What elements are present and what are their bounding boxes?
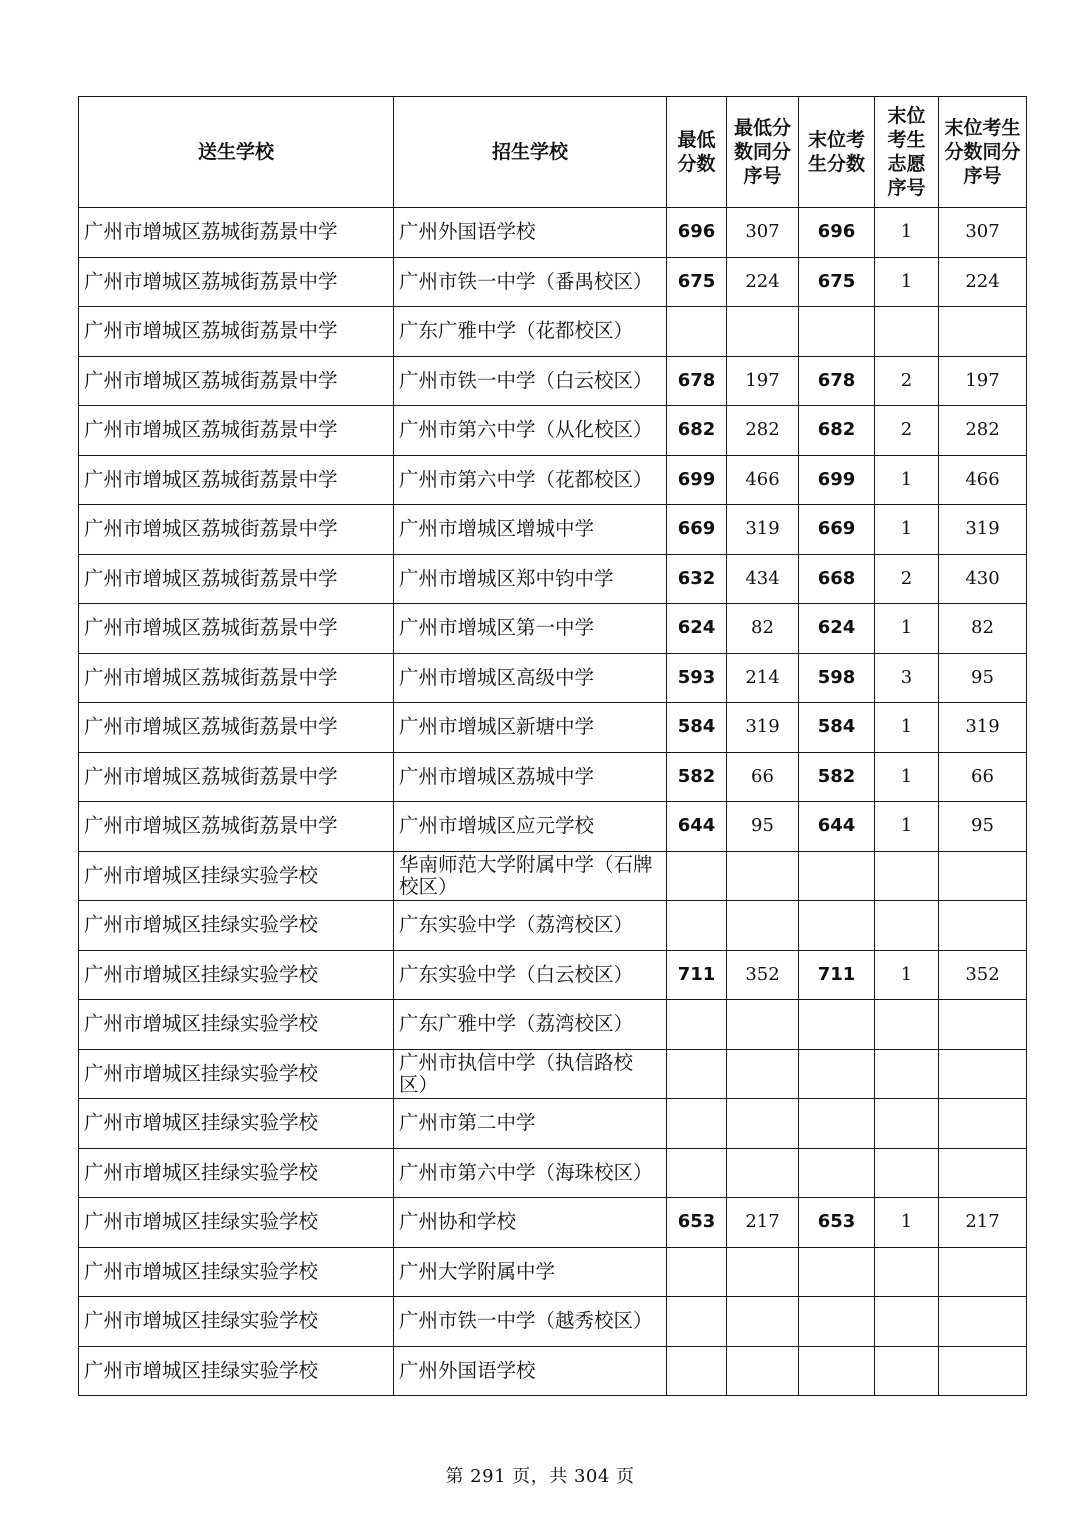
table-row: [79, 505, 1027, 555]
last-student-choice-rank-cell: [875, 1148, 939, 1198]
receiving-school-cell: 广州市增城区第一中学: [394, 604, 667, 654]
min-score-tie-rank-cell: [727, 1049, 799, 1099]
min-score-cell: [667, 1346, 727, 1396]
header-last-student-score: 末位考 生分数: [799, 97, 875, 208]
sending-school-cell: 广州市增城区荔城街荔景中学: [79, 554, 394, 604]
min-score-tie-rank-cell: 319: [727, 703, 799, 753]
sending-school-cell: 广州市增城区挂绿实验学校: [79, 1198, 394, 1248]
min-score-cell: 653: [667, 1198, 727, 1248]
table-row: [79, 1148, 1027, 1198]
last-student-choice-rank-cell: 3: [875, 653, 939, 703]
last-student-choice-rank-cell: [875, 901, 939, 951]
receiving-school-cell: 广州市铁一中学（越秀校区）: [394, 1297, 667, 1347]
min-score-tie-rank-cell: 217: [727, 1198, 799, 1248]
receiving-school-cell: 广州市增城区高级中学: [394, 653, 667, 703]
min-score-tie-rank-cell: [727, 1247, 799, 1297]
table-row: [79, 1099, 1027, 1149]
last-student-choice-rank-cell: 1: [875, 604, 939, 654]
min-score-tie-rank-cell: 214: [727, 653, 799, 703]
sending-school-cell: 广州市增城区荔城街荔景中学: [79, 257, 394, 307]
last-student-tie-rank-cell: [939, 307, 1027, 357]
sending-school-cell: 广州市增城区挂绿实验学校: [79, 1346, 394, 1396]
last-student-choice-rank-cell: [875, 307, 939, 357]
last-student-tie-rank-cell: [939, 1247, 1027, 1297]
last-student-tie-rank-cell: [939, 1148, 1027, 1198]
table-row: [79, 356, 1027, 406]
min-score-cell: [667, 1148, 727, 1198]
table-row: [79, 1198, 1027, 1248]
receiving-school-cell: 广州协和学校: [394, 1198, 667, 1248]
receiving-school-cell: 广州市增城区郑中钧中学: [394, 554, 667, 604]
sending-school-cell: 广州市增城区荔城街荔景中学: [79, 307, 394, 357]
receiving-school-cell: 广东广雅中学（花都校区）: [394, 307, 667, 357]
min-score-cell: 593: [667, 653, 727, 703]
sending-school-cell: 广州市增城区挂绿实验学校: [79, 1297, 394, 1347]
table-row: [79, 257, 1027, 307]
table-row: [79, 1297, 1027, 1347]
min-score-tie-rank-cell: 224: [727, 257, 799, 307]
last-student-tie-rank-cell: 95: [939, 802, 1027, 852]
receiving-school-cell: 广州外国语学校: [394, 208, 667, 258]
last-student-tie-rank-cell: 319: [939, 505, 1027, 555]
header-receiving-school: 招生学校: [394, 97, 667, 208]
last-student-score-cell: 644: [799, 802, 875, 852]
min-score-cell: 669: [667, 505, 727, 555]
min-score-tie-rank-cell: 434: [727, 554, 799, 604]
last-student-score-cell: 598: [799, 653, 875, 703]
min-score-tie-rank-cell: 82: [727, 604, 799, 654]
receiving-school-cell: 广州市第六中学（海珠校区）: [394, 1148, 667, 1198]
table-row: [79, 851, 1027, 901]
table-row: [79, 208, 1027, 258]
table-row: [79, 1000, 1027, 1050]
last-student-choice-rank-cell: [875, 1049, 939, 1099]
min-score-tie-rank-cell: [727, 1000, 799, 1050]
min-score-tie-rank-cell: 307: [727, 208, 799, 258]
sending-school-cell: 广州市增城区挂绿实验学校: [79, 901, 394, 951]
table-row: [79, 752, 1027, 802]
last-student-choice-rank-cell: [875, 851, 939, 901]
last-student-tie-rank-cell: [939, 1000, 1027, 1050]
receiving-school-cell: 广东广雅中学（荔湾校区）: [394, 1000, 667, 1050]
last-student-score-cell: [799, 1297, 875, 1347]
last-student-tie-rank-cell: 282: [939, 406, 1027, 456]
last-student-score-cell: 624: [799, 604, 875, 654]
last-student-tie-rank-cell: 319: [939, 703, 1027, 753]
table-row: [79, 1247, 1027, 1297]
last-student-choice-rank-cell: [875, 1297, 939, 1347]
min-score-cell: [667, 1247, 727, 1297]
last-student-choice-rank-cell: [875, 1247, 939, 1297]
table-row: [79, 703, 1027, 753]
last-student-tie-rank-cell: [939, 1297, 1027, 1347]
last-student-score-cell: 696: [799, 208, 875, 258]
last-student-tie-rank-cell: 217: [939, 1198, 1027, 1248]
last-student-choice-rank-cell: 2: [875, 406, 939, 456]
last-student-score-cell: [799, 851, 875, 901]
last-student-score-cell: 584: [799, 703, 875, 753]
last-student-tie-rank-cell: 224: [939, 257, 1027, 307]
receiving-school-cell: 广东实验中学（荔湾校区）: [394, 901, 667, 951]
header-min-score-tie-rank: 最低分 数同分 序号: [727, 97, 799, 208]
table-row: [79, 653, 1027, 703]
min-score-tie-rank-cell: 352: [727, 950, 799, 1000]
receiving-school-cell: 广州大学附属中学: [394, 1247, 667, 1297]
receiving-school-cell: 广州市第六中学（从化校区）: [394, 406, 667, 456]
last-student-score-cell: 582: [799, 752, 875, 802]
last-student-score-cell: [799, 1148, 875, 1198]
receiving-school-cell: 广州市第六中学（花都校区）: [394, 455, 667, 505]
sending-school-cell: 广州市增城区荔城街荔景中学: [79, 406, 394, 456]
sending-school-cell: 广州市增城区挂绿实验学校: [79, 950, 394, 1000]
sending-school-cell: 广州市增城区荔城街荔景中学: [79, 653, 394, 703]
min-score-cell: 582: [667, 752, 727, 802]
sending-school-cell: 广州市增城区荔城街荔景中学: [79, 356, 394, 406]
sending-school-cell: 广州市增城区挂绿实验学校: [79, 1000, 394, 1050]
last-student-tie-rank-cell: 466: [939, 455, 1027, 505]
min-score-tie-rank-cell: 197: [727, 356, 799, 406]
last-student-tie-rank-cell: 352: [939, 950, 1027, 1000]
last-student-choice-rank-cell: 1: [875, 802, 939, 852]
receiving-school-cell: 广州市执信中学（执信路校区）: [394, 1049, 667, 1099]
last-student-choice-rank-cell: 1: [875, 505, 939, 555]
min-score-tie-rank-cell: [727, 1148, 799, 1198]
min-score-cell: [667, 307, 727, 357]
receiving-school-cell: 广州市增城区荔城中学: [394, 752, 667, 802]
table-row: [79, 455, 1027, 505]
last-student-choice-rank-cell: [875, 1099, 939, 1149]
min-score-cell: [667, 1099, 727, 1149]
receiving-school-cell: 广州市增城区增城中学: [394, 505, 667, 555]
last-student-choice-rank-cell: 1: [875, 1198, 939, 1248]
last-student-choice-rank-cell: 1: [875, 257, 939, 307]
last-student-score-cell: [799, 307, 875, 357]
sending-school-cell: 广州市增城区荔城街荔景中学: [79, 604, 394, 654]
last-student-tie-rank-cell: [939, 851, 1027, 901]
sending-school-cell: 广州市增城区荔城街荔景中学: [79, 752, 394, 802]
last-student-score-cell: [799, 1000, 875, 1050]
last-student-choice-rank-cell: [875, 1346, 939, 1396]
last-student-tie-rank-cell: [939, 901, 1027, 951]
sending-school-cell: 广州市增城区荔城街荔景中学: [79, 208, 394, 258]
sending-school-cell: 广州市增城区挂绿实验学校: [79, 851, 394, 901]
receiving-school-cell: 广州市铁一中学（番禺校区）: [394, 257, 667, 307]
last-student-tie-rank-cell: 95: [939, 653, 1027, 703]
table-row: [79, 604, 1027, 654]
min-score-cell: 624: [667, 604, 727, 654]
min-score-cell: [667, 851, 727, 901]
table-row: [79, 406, 1027, 456]
header-min-score: 最低 分数: [667, 97, 727, 208]
last-student-choice-rank-cell: 1: [875, 752, 939, 802]
table-row: [79, 950, 1027, 1000]
min-score-cell: [667, 901, 727, 951]
min-score-tie-rank-cell: 466: [727, 455, 799, 505]
last-student-choice-rank-cell: 2: [875, 554, 939, 604]
min-score-cell: 632: [667, 554, 727, 604]
min-score-cell: [667, 1297, 727, 1347]
last-student-tie-rank-cell: [939, 1049, 1027, 1099]
sending-school-cell: 广州市增城区荔城街荔景中学: [79, 703, 394, 753]
min-score-tie-rank-cell: [727, 1297, 799, 1347]
last-student-score-cell: 668: [799, 554, 875, 604]
last-student-tie-rank-cell: 66: [939, 752, 1027, 802]
sending-school-cell: 广州市增城区挂绿实验学校: [79, 1148, 394, 1198]
last-student-choice-rank-cell: 1: [875, 950, 939, 1000]
page-number-footer: 第 291 页，共 304 页: [445, 1466, 635, 1487]
min-score-tie-rank-cell: 66: [727, 752, 799, 802]
table-body: [79, 208, 1027, 1396]
sending-school-cell: 广州市增城区挂绿实验学校: [79, 1049, 394, 1099]
last-student-choice-rank-cell: 2: [875, 356, 939, 406]
sending-school-cell: 广州市增城区荔城街荔景中学: [79, 455, 394, 505]
min-score-tie-rank-cell: 282: [727, 406, 799, 456]
last-student-score-cell: [799, 1346, 875, 1396]
table-row: [79, 554, 1027, 604]
last-student-tie-rank-cell: [939, 1346, 1027, 1396]
last-student-score-cell: 711: [799, 950, 875, 1000]
last-student-score-cell: 675: [799, 257, 875, 307]
sending-school-cell: 广州市增城区荔城街荔景中学: [79, 505, 394, 555]
min-score-tie-rank-cell: [727, 307, 799, 357]
header-sending-school: 送生学校: [79, 97, 394, 208]
min-score-tie-rank-cell: [727, 851, 799, 901]
last-student-choice-rank-cell: 1: [875, 455, 939, 505]
min-score-tie-rank-cell: [727, 1346, 799, 1396]
sending-school-cell: 广州市增城区荔城街荔景中学: [79, 802, 394, 852]
last-student-score-cell: 682: [799, 406, 875, 456]
min-score-cell: 711: [667, 950, 727, 1000]
admission-table-container: [78, 96, 1027, 1396]
header-last-student-tie-rank: 末位考生 分数同分 序号: [939, 97, 1027, 208]
receiving-school-cell: 广州市铁一中学（白云校区）: [394, 356, 667, 406]
last-student-tie-rank-cell: 307: [939, 208, 1027, 258]
sending-school-cell: 广州市增城区挂绿实验学校: [79, 1099, 394, 1149]
admission-score-table: [78, 96, 1027, 1396]
last-student-score-cell: 699: [799, 455, 875, 505]
min-score-cell: [667, 1000, 727, 1050]
min-score-cell: [667, 1049, 727, 1099]
receiving-school-cell: 广州外国语学校: [394, 1346, 667, 1396]
last-student-tie-rank-cell: 430: [939, 554, 1027, 604]
receiving-school-cell: 广州市增城区应元学校: [394, 802, 667, 852]
receiving-school-cell: 广州市第二中学: [394, 1099, 667, 1149]
last-student-score-cell: 669: [799, 505, 875, 555]
min-score-cell: 699: [667, 455, 727, 505]
min-score-cell: 682: [667, 406, 727, 456]
min-score-tie-rank-cell: [727, 901, 799, 951]
table-row: [79, 1346, 1027, 1396]
min-score-tie-rank-cell: 95: [727, 802, 799, 852]
receiving-school-cell: 华南师范大学附属中学（石牌校区）: [394, 851, 667, 901]
last-student-tie-rank-cell: [939, 1099, 1027, 1149]
sending-school-cell: 广州市增城区挂绿实验学校: [79, 1247, 394, 1297]
table-row: [79, 802, 1027, 852]
last-student-choice-rank-cell: [875, 1000, 939, 1050]
table-row: [79, 1049, 1027, 1099]
last-student-score-cell: 653: [799, 1198, 875, 1248]
min-score-cell: 644: [667, 802, 727, 852]
table-header-row: [79, 97, 1027, 208]
last-student-score-cell: [799, 901, 875, 951]
min-score-cell: 584: [667, 703, 727, 753]
last-student-score-cell: [799, 1049, 875, 1099]
last-student-choice-rank-cell: 1: [875, 703, 939, 753]
last-student-tie-rank-cell: 197: [939, 356, 1027, 406]
last-student-score-cell: 678: [799, 356, 875, 406]
receiving-school-cell: 广州市增城区新塘中学: [394, 703, 667, 753]
last-student-choice-rank-cell: 1: [875, 208, 939, 258]
table-row: [79, 901, 1027, 951]
header-last-student-choice-rank: 末位 考生 志愿 序号: [875, 97, 939, 208]
last-student-tie-rank-cell: 82: [939, 604, 1027, 654]
min-score-cell: 678: [667, 356, 727, 406]
receiving-school-cell: 广东实验中学（白云校区）: [394, 950, 667, 1000]
table-row: [79, 307, 1027, 357]
min-score-cell: 675: [667, 257, 727, 307]
min-score-tie-rank-cell: 319: [727, 505, 799, 555]
last-student-score-cell: [799, 1247, 875, 1297]
last-student-score-cell: [799, 1099, 875, 1149]
min-score-tie-rank-cell: [727, 1099, 799, 1149]
min-score-cell: 696: [667, 208, 727, 258]
